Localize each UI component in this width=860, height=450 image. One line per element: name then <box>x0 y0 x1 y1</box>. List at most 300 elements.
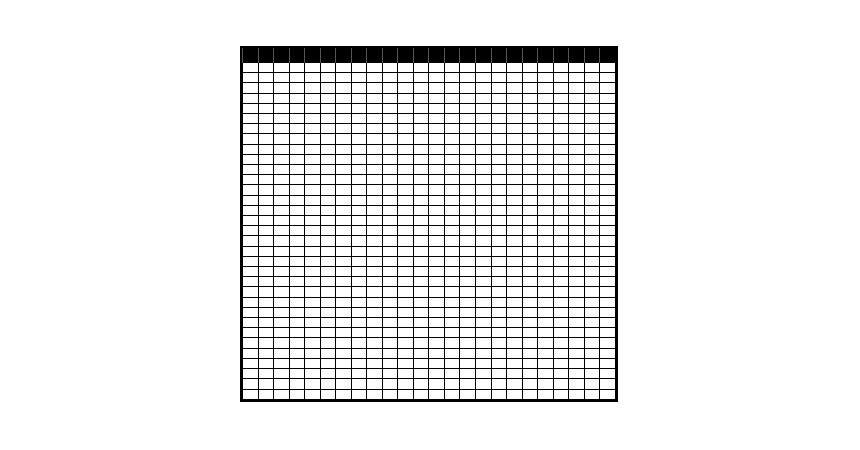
table-cell <box>444 144 460 154</box>
table-cell <box>538 307 554 317</box>
table-cell <box>584 175 600 185</box>
table-cell <box>569 195 585 205</box>
table-cell <box>243 297 259 307</box>
table-cell <box>553 318 569 328</box>
table-cell <box>243 369 259 379</box>
table-cell <box>382 93 398 103</box>
table-row <box>243 144 616 154</box>
table-cell <box>413 154 429 164</box>
table-cell <box>444 379 460 389</box>
table-cell <box>413 175 429 185</box>
table-cell <box>460 73 476 83</box>
table-cell <box>444 134 460 144</box>
table-cell <box>491 348 507 358</box>
table-row <box>243 175 616 185</box>
table-cell <box>398 114 414 124</box>
table-body <box>243 63 616 400</box>
table-cell <box>398 83 414 93</box>
table-cell <box>522 307 538 317</box>
table-cell <box>382 256 398 266</box>
table-cell <box>258 307 274 317</box>
header-row <box>243 48 616 63</box>
table-cell <box>584 195 600 205</box>
table-cell <box>289 338 305 348</box>
table-cell <box>569 124 585 134</box>
table-cell <box>289 297 305 307</box>
table-cell <box>460 165 476 175</box>
table-cell <box>351 93 367 103</box>
column-header <box>491 48 507 63</box>
table-cell <box>258 246 274 256</box>
table-cell <box>475 277 491 287</box>
table-cell <box>538 103 554 113</box>
table-cell <box>289 226 305 236</box>
table-cell <box>413 297 429 307</box>
table-cell <box>429 73 445 83</box>
table-cell <box>475 165 491 175</box>
table-cell <box>258 185 274 195</box>
table-cell <box>382 307 398 317</box>
table-cell <box>429 338 445 348</box>
table-cell <box>569 297 585 307</box>
table-cell <box>258 165 274 175</box>
table-cell <box>382 134 398 144</box>
table-cell <box>460 144 476 154</box>
table-cell <box>522 175 538 185</box>
table-cell <box>305 103 321 113</box>
table-cell <box>460 389 476 400</box>
table-cell <box>444 205 460 215</box>
table-cell <box>491 389 507 400</box>
table-cell <box>305 216 321 226</box>
table-cell <box>460 226 476 236</box>
column-header <box>258 48 274 63</box>
table-cell <box>429 348 445 358</box>
table-cell <box>398 226 414 236</box>
table-cell <box>382 114 398 124</box>
table-cell <box>507 307 523 317</box>
table-cell <box>600 154 616 164</box>
table-cell <box>569 175 585 185</box>
table-cell <box>351 389 367 400</box>
table-cell <box>429 297 445 307</box>
table-cell <box>382 175 398 185</box>
table-cell <box>320 114 336 124</box>
table-cell <box>367 236 383 246</box>
table-cell <box>475 73 491 83</box>
table-cell <box>258 267 274 277</box>
table-cell <box>569 93 585 103</box>
table-cell <box>258 73 274 83</box>
table-cell <box>491 83 507 93</box>
table-cell <box>475 216 491 226</box>
table-cell <box>460 287 476 297</box>
table-cell <box>507 358 523 368</box>
table-cell <box>538 124 554 134</box>
table-cell <box>243 114 259 124</box>
table-cell <box>289 389 305 400</box>
table-cell <box>429 93 445 103</box>
table-cell <box>584 267 600 277</box>
table-cell <box>600 114 616 124</box>
table-cell <box>600 338 616 348</box>
table-cell <box>491 63 507 73</box>
table-cell <box>398 379 414 389</box>
table-cell <box>382 277 398 287</box>
table-cell <box>398 175 414 185</box>
table-cell <box>475 379 491 389</box>
table-cell <box>522 83 538 93</box>
table-cell <box>460 216 476 226</box>
table-cell <box>274 297 290 307</box>
table-cell <box>351 63 367 73</box>
table-cell <box>258 236 274 246</box>
table-cell <box>475 318 491 328</box>
table-cell <box>600 185 616 195</box>
table-cell <box>584 216 600 226</box>
table-cell <box>289 369 305 379</box>
table-cell <box>429 246 445 256</box>
table-cell <box>367 256 383 266</box>
table-cell <box>491 165 507 175</box>
table-cell <box>522 205 538 215</box>
table-cell <box>538 318 554 328</box>
table-cell <box>367 175 383 185</box>
table-cell <box>320 379 336 389</box>
table-cell <box>444 226 460 236</box>
table-cell <box>305 287 321 297</box>
table-cell <box>538 226 554 236</box>
table-cell <box>413 114 429 124</box>
table-cell <box>444 154 460 164</box>
table-cell <box>367 103 383 113</box>
table-cell <box>351 154 367 164</box>
table-cell <box>367 154 383 164</box>
table-cell <box>460 134 476 144</box>
table-cell <box>289 287 305 297</box>
table-cell <box>351 256 367 266</box>
table-cell <box>584 307 600 317</box>
table-cell <box>584 328 600 338</box>
table-cell <box>336 165 352 175</box>
table-cell <box>507 154 523 164</box>
table-cell <box>336 63 352 73</box>
table-cell <box>336 256 352 266</box>
table-cell <box>413 267 429 277</box>
table-cell <box>600 144 616 154</box>
table-cell <box>398 348 414 358</box>
table-cell <box>538 114 554 124</box>
table-cell <box>444 114 460 124</box>
table-cell <box>491 287 507 297</box>
table-cell <box>600 267 616 277</box>
table-cell <box>305 389 321 400</box>
table-cell <box>305 328 321 338</box>
table-cell <box>289 154 305 164</box>
table-cell <box>444 389 460 400</box>
table-cell <box>600 297 616 307</box>
table-cell <box>367 216 383 226</box>
table-cell <box>429 318 445 328</box>
table-cell <box>243 93 259 103</box>
table-cell <box>382 103 398 113</box>
column-header <box>305 48 321 63</box>
table-cell <box>429 216 445 226</box>
table-cell <box>336 277 352 287</box>
table-cell <box>538 236 554 246</box>
table-cell <box>274 338 290 348</box>
table-row <box>243 297 616 307</box>
table-cell <box>460 93 476 103</box>
table-cell <box>569 216 585 226</box>
table-cell <box>336 205 352 215</box>
table-cell <box>429 307 445 317</box>
table-cell <box>413 236 429 246</box>
table-cell <box>491 103 507 113</box>
table-cell <box>444 165 460 175</box>
column-header <box>413 48 429 63</box>
table-cell <box>351 134 367 144</box>
table-cell <box>475 389 491 400</box>
table-cell <box>569 369 585 379</box>
table-cell <box>475 134 491 144</box>
table-cell <box>351 307 367 317</box>
table-cell <box>243 287 259 297</box>
table-cell <box>569 256 585 266</box>
table-cell <box>553 103 569 113</box>
table-cell <box>382 205 398 215</box>
table-row <box>243 93 616 103</box>
table-cell <box>367 277 383 287</box>
column-header <box>522 48 538 63</box>
table-cell <box>584 369 600 379</box>
table-cell <box>305 185 321 195</box>
table-cell <box>553 267 569 277</box>
table-cell <box>584 83 600 93</box>
table-cell <box>289 63 305 73</box>
table-cell <box>258 103 274 113</box>
table-cell <box>305 338 321 348</box>
table-row <box>243 114 616 124</box>
table-cell <box>367 246 383 256</box>
table-cell <box>320 328 336 338</box>
table-cell <box>569 154 585 164</box>
table-cell <box>367 185 383 195</box>
table-cell <box>600 379 616 389</box>
table-cell <box>538 287 554 297</box>
table-cell <box>553 63 569 73</box>
table-cell <box>553 195 569 205</box>
table-cell <box>351 348 367 358</box>
table-cell <box>491 175 507 185</box>
table-cell <box>553 328 569 338</box>
table-cell <box>429 205 445 215</box>
table-cell <box>553 287 569 297</box>
column-header <box>475 48 491 63</box>
table-cell <box>243 256 259 266</box>
table-cell <box>305 226 321 236</box>
table-cell <box>444 216 460 226</box>
table-row <box>243 287 616 297</box>
table-cell <box>413 389 429 400</box>
table-cell <box>522 103 538 113</box>
table-cell <box>382 379 398 389</box>
table-cell <box>507 195 523 205</box>
table-cell <box>507 134 523 144</box>
table-cell <box>475 83 491 93</box>
table-cell <box>522 256 538 266</box>
table-cell <box>398 297 414 307</box>
table-cell <box>243 134 259 144</box>
table-cell <box>475 328 491 338</box>
table-cell <box>305 144 321 154</box>
table-cell <box>429 63 445 73</box>
table-cell <box>538 195 554 205</box>
table-cell <box>351 358 367 368</box>
data-grid <box>242 48 616 400</box>
table-cell <box>351 318 367 328</box>
table-cell <box>413 103 429 113</box>
table-row <box>243 165 616 175</box>
table-cell <box>522 114 538 124</box>
table-cell <box>600 226 616 236</box>
table-cell <box>336 216 352 226</box>
table-cell <box>522 369 538 379</box>
table-cell <box>413 73 429 83</box>
table-cell <box>367 134 383 144</box>
table-cell <box>289 185 305 195</box>
table-cell <box>507 103 523 113</box>
table-cell <box>243 103 259 113</box>
table-cell <box>475 114 491 124</box>
column-header <box>507 48 523 63</box>
table-cell <box>305 114 321 124</box>
table-cell <box>569 165 585 175</box>
table-cell <box>413 287 429 297</box>
table-cell <box>382 246 398 256</box>
table-cell <box>320 175 336 185</box>
table-cell <box>444 328 460 338</box>
table-cell <box>274 124 290 134</box>
table-cell <box>398 73 414 83</box>
table-cell <box>258 83 274 93</box>
table-cell <box>243 195 259 205</box>
table-cell <box>491 307 507 317</box>
table-cell <box>444 277 460 287</box>
table-cell <box>444 195 460 205</box>
table-cell <box>243 83 259 93</box>
table-cell <box>522 297 538 307</box>
table-row <box>243 389 616 400</box>
table-cell <box>351 338 367 348</box>
table-cell <box>522 185 538 195</box>
table-cell <box>429 124 445 134</box>
table-cell <box>398 216 414 226</box>
table-cell <box>460 369 476 379</box>
table-cell <box>367 358 383 368</box>
table-cell <box>507 226 523 236</box>
table-cell <box>444 358 460 368</box>
table-cell <box>289 246 305 256</box>
table-cell <box>243 144 259 154</box>
table-cell <box>243 216 259 226</box>
table-cell <box>491 267 507 277</box>
table-cell <box>243 154 259 164</box>
table-cell <box>320 63 336 73</box>
table-cell <box>600 124 616 134</box>
table-cell <box>553 297 569 307</box>
table-cell <box>538 144 554 154</box>
table-cell <box>429 103 445 113</box>
table-cell <box>444 369 460 379</box>
table-cell <box>274 369 290 379</box>
table-cell <box>336 93 352 103</box>
table-cell <box>351 267 367 277</box>
table-cell <box>444 73 460 83</box>
table-cell <box>600 63 616 73</box>
table-cell <box>305 134 321 144</box>
table-cell <box>382 144 398 154</box>
column-header <box>367 48 383 63</box>
column-header <box>553 48 569 63</box>
table-cell <box>336 267 352 277</box>
table-cell <box>538 205 554 215</box>
table-cell <box>475 297 491 307</box>
table-cell <box>444 175 460 185</box>
table-cell <box>367 114 383 124</box>
table-cell <box>305 205 321 215</box>
table-cell <box>429 379 445 389</box>
table-cell <box>289 256 305 266</box>
table-cell <box>538 73 554 83</box>
column-header <box>538 48 554 63</box>
table-cell <box>274 246 290 256</box>
table-cell <box>382 318 398 328</box>
table-cell <box>600 134 616 144</box>
table-cell <box>351 114 367 124</box>
table-cell <box>258 175 274 185</box>
table-cell <box>491 114 507 124</box>
table-cell <box>398 389 414 400</box>
table-cell <box>243 389 259 400</box>
table-cell <box>243 185 259 195</box>
table-cell <box>569 236 585 246</box>
table-cell <box>351 175 367 185</box>
table-cell <box>491 134 507 144</box>
table-cell <box>305 165 321 175</box>
table-cell <box>569 389 585 400</box>
table-cell <box>351 236 367 246</box>
table-cell <box>522 348 538 358</box>
table-cell <box>367 297 383 307</box>
table-cell <box>289 307 305 317</box>
table-cell <box>382 236 398 246</box>
table-cell <box>336 246 352 256</box>
table-cell <box>398 256 414 266</box>
table-cell <box>243 338 259 348</box>
table-cell <box>522 246 538 256</box>
table-cell <box>320 389 336 400</box>
table-cell <box>584 236 600 246</box>
table-cell <box>507 328 523 338</box>
table-cell <box>584 165 600 175</box>
table-cell <box>351 287 367 297</box>
table-cell <box>475 93 491 103</box>
table-cell <box>491 358 507 368</box>
table-cell <box>289 358 305 368</box>
table-cell <box>367 287 383 297</box>
table-cell <box>320 236 336 246</box>
